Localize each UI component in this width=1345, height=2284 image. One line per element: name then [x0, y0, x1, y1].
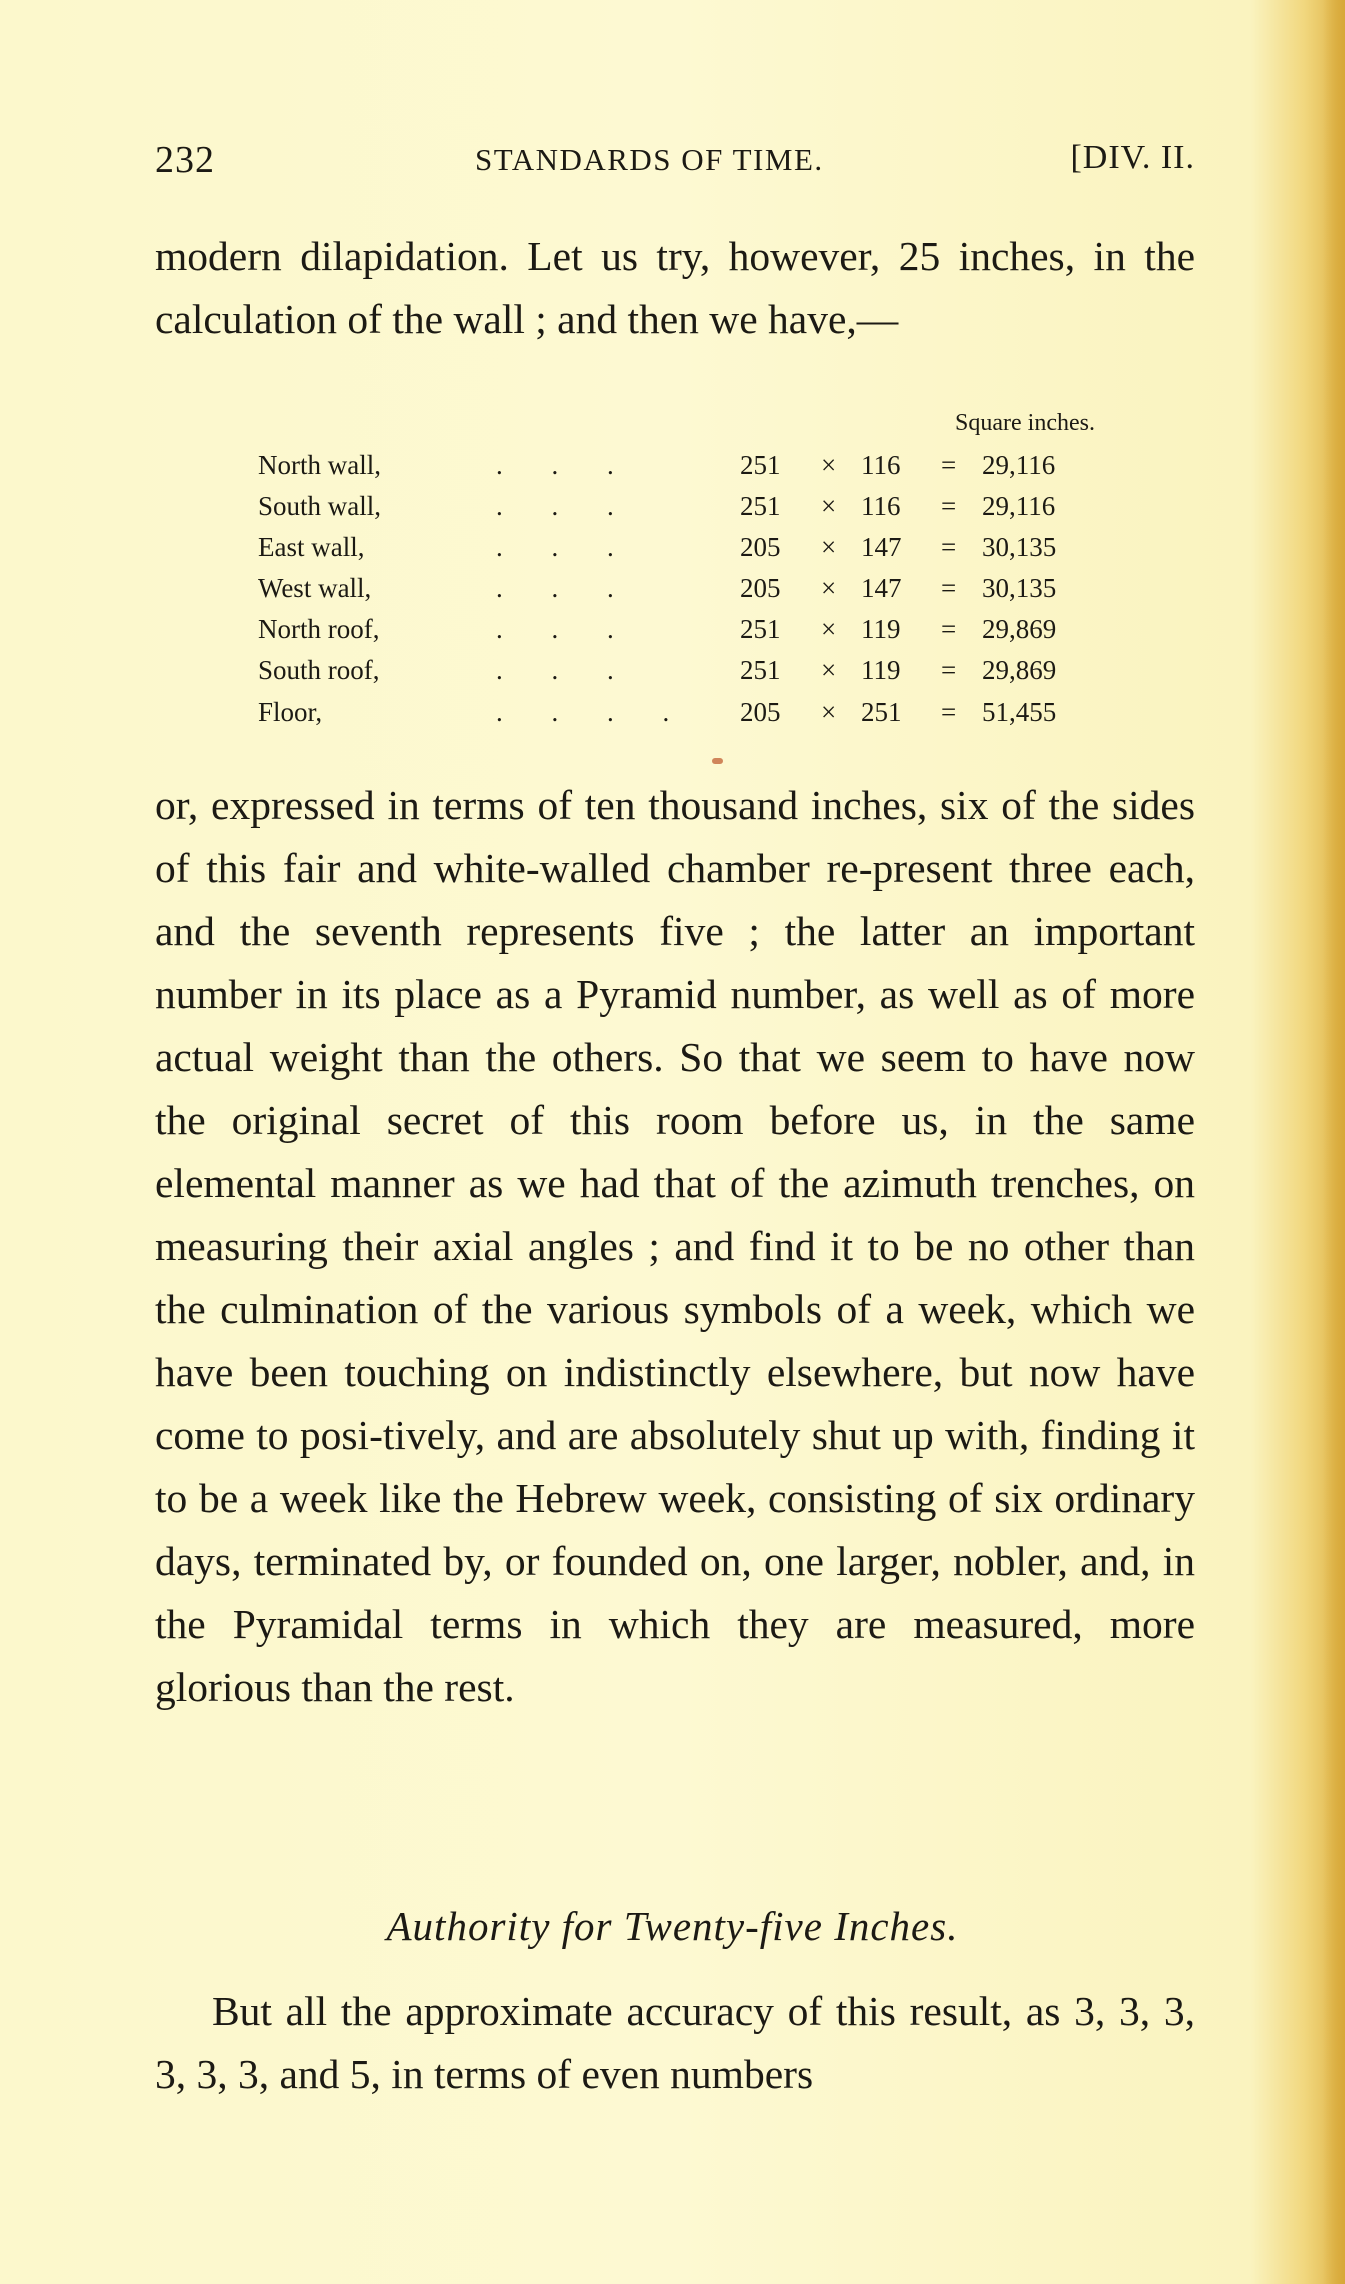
row-length: 251: [740, 655, 781, 685]
equals-sign: =: [941, 573, 957, 603]
row-product: 29,869: [982, 655, 1057, 685]
times-sign: ×: [821, 614, 837, 644]
running-title: STANDARDS OF TIME.: [475, 142, 824, 177]
paragraph-closing: But all the approximate accuracy of this result, as 3, 3, 3, 3, 3, 3, and 5, in terms of even numbers: [155, 1988, 1195, 2097]
units-header: Square inches.: [955, 410, 1095, 436]
row-product: 30,135: [982, 532, 1057, 562]
row-length: 205: [740, 532, 781, 562]
paragraph-intro: modern dilapidation. Let us try, however, 25 inches, in the calculation of the wall ; and then we have,—: [155, 233, 1195, 342]
row-label: North roof,: [258, 614, 380, 644]
row-height: 147: [861, 532, 902, 562]
row-length: 251: [740, 491, 781, 521]
row-label: South wall,: [258, 491, 382, 521]
row-product: 30,135: [982, 573, 1057, 603]
row-length: 251: [740, 450, 781, 480]
row-product: 29,116: [982, 450, 1056, 480]
row-length: 205: [740, 697, 781, 727]
table-row: [258, 614, 1138, 654]
row-height: 116: [861, 491, 901, 521]
equals-sign: =: [941, 655, 957, 685]
table-row: [258, 573, 1138, 613]
row-leader: . . .: [496, 655, 635, 685]
equals-sign: =: [941, 491, 957, 521]
equals-sign: =: [941, 450, 957, 480]
row-leader: . . .: [496, 573, 635, 603]
table-row: [258, 491, 1138, 531]
table-row: [258, 697, 1138, 737]
times-sign: ×: [821, 697, 837, 727]
page-header: [155, 138, 1195, 188]
section-subheading: Authority for Twenty-five Inches.: [386, 1903, 959, 1949]
times-sign: ×: [821, 450, 837, 480]
row-length: 205: [740, 573, 781, 603]
equals-sign: =: [941, 532, 957, 562]
times-sign: ×: [821, 573, 837, 603]
row-label: Floor,: [258, 697, 323, 727]
table-row: [258, 655, 1138, 695]
row-height: 147: [861, 573, 902, 603]
times-sign: ×: [821, 491, 837, 521]
page-number: 232: [155, 139, 215, 181]
row-leader: . . .: [496, 491, 635, 521]
table-row: [258, 532, 1138, 572]
row-leader: . . .: [496, 450, 635, 480]
equals-sign: =: [941, 614, 957, 644]
ink-mark: [712, 758, 723, 764]
row-height: 119: [861, 655, 901, 685]
row-product: 51,455: [982, 697, 1057, 727]
times-sign: ×: [821, 655, 837, 685]
row-label: North wall,: [258, 450, 381, 480]
row-leader: . . . .: [496, 697, 691, 727]
row-product: 29,116: [982, 491, 1056, 521]
times-sign: ×: [821, 532, 837, 562]
row-label: East wall,: [258, 532, 365, 562]
equals-sign: =: [941, 697, 957, 727]
row-height: 251: [861, 697, 902, 727]
row-length: 251: [740, 614, 781, 644]
row-height: 116: [861, 450, 901, 480]
row-label: South roof,: [258, 655, 380, 685]
row-leader: . . .: [496, 532, 635, 562]
row-product: 29,869: [982, 614, 1057, 644]
row-height: 119: [861, 614, 901, 644]
table-row: [258, 450, 1138, 490]
paragraph-body: or, expressed in terms of ten thousand inches, six of the sides of this fair and white-walled chamber re-present three each, and the seventh represents five ; the latter an important number in its place as a Pyramid number, as well as of more actual weight than the others. So that we seem to have now the original secret of this room before us, in the same elemental manner as we had that of the azimuth trenches, on measuring their axial angles ; and find it to be no other than the culmination of the various symbols of a week, which we have been touching on indistinctly elsewhere, but now have come to posi-tively, and are absolutely shut up with, finding it to be a week like the Hebrew week, consisting of six ordinary days, terminated by, or founded on, one larger, nobler, and, in the Pyramidal terms in which they are measured, more glorious than the rest.: [155, 782, 1195, 1710]
division-label: [DIV. II.: [1070, 139, 1195, 176]
row-label: West wall,: [258, 573, 372, 603]
row-leader: . . .: [496, 614, 635, 644]
